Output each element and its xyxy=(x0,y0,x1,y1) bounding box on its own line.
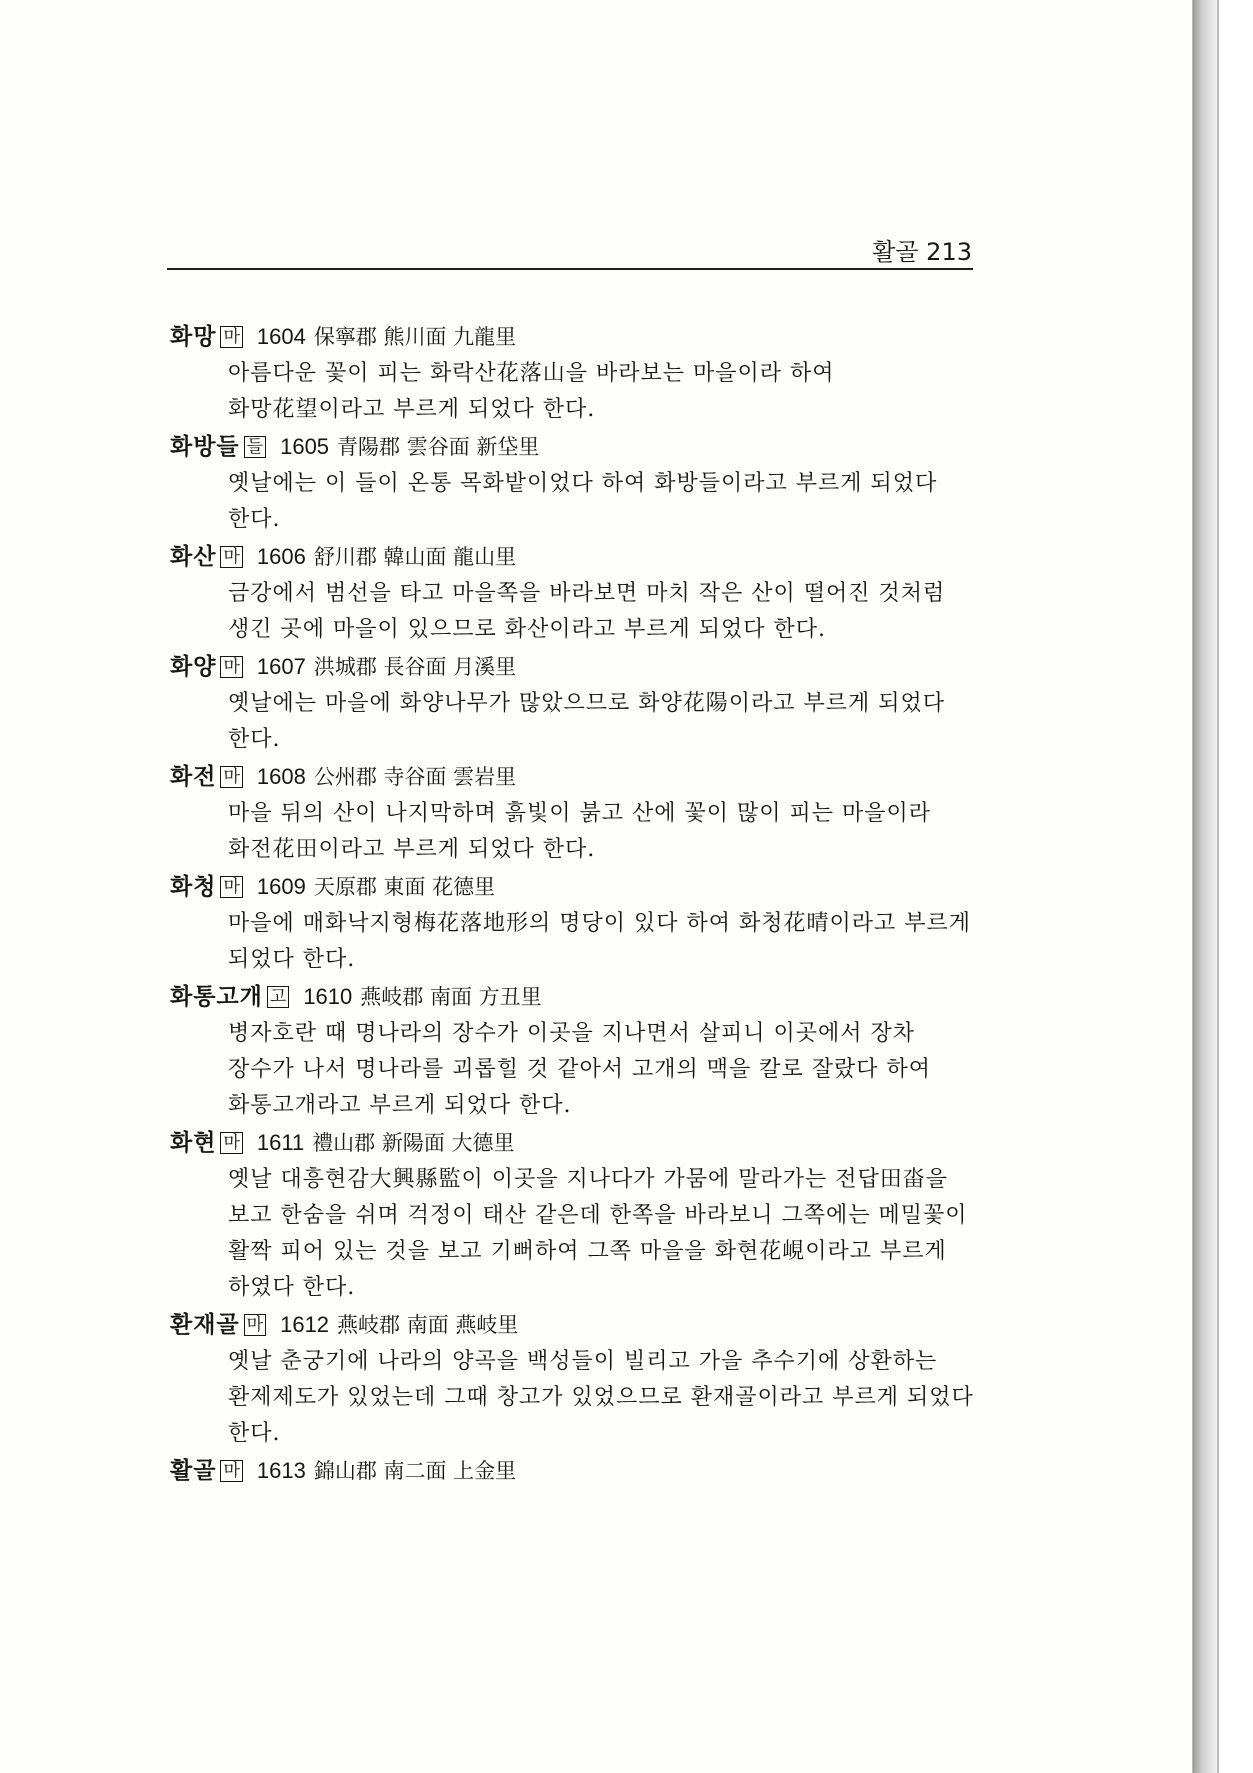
entry-description: 병자호란 때 명나라의 장수가 이곳을 지나면서 살피니 이곳에서 장차 장수가 나서 명나라를 괴롭힐 것 같아서 고개의 맥을 칼로 잘랐다 하여 화통고개라고 부르게 되었다 한다. xyxy=(228,1021,931,1118)
entry-number: 1608 xyxy=(256,764,306,789)
entry-description: 옛날에는 마을에 화양나무가 많았으므로 화양花陽이라고 부르게 되었다 한다. xyxy=(228,691,946,752)
entry-number: 1607 xyxy=(256,654,306,679)
entry-type-mark: 마 xyxy=(220,326,242,348)
entry-type-mark: 마 xyxy=(244,1314,266,1336)
entry-heading xyxy=(170,758,990,796)
entry-1608 xyxy=(170,758,990,868)
entry-description: 아름다운 꽃이 피는 화락산花落山을 바라보는 마을이라 하여 화망花望이라고 부르게 되었다 한다. xyxy=(228,361,835,422)
entry-location: 燕岐郡 南面 方丑里 xyxy=(360,985,542,1009)
entry-type-mark: 마 xyxy=(220,656,242,678)
entry-location: 洪城郡 長谷面 月溪里 xyxy=(313,655,517,679)
page-edge-line xyxy=(1217,0,1219,1773)
entry-type-mark: 마 xyxy=(220,546,242,568)
entry-heading xyxy=(170,318,990,356)
header-rule xyxy=(167,268,973,270)
entry-location: 天原郡 東面 花德里 xyxy=(313,875,496,899)
entry-number: 1611 xyxy=(256,1130,305,1155)
entry-1613 xyxy=(170,1452,990,1490)
gazetteer-entries xyxy=(170,318,990,1490)
entry-description: 마을 뒤의 산이 나지막하며 흙빛이 붉고 산에 꽃이 많이 피는 마을이라 화전花田이라고 부르게 되었다 한다. xyxy=(228,801,931,862)
entry-1605 xyxy=(170,428,990,538)
entry-number: 1604 xyxy=(256,324,306,349)
entry-description: 금강에서 범선을 타고 마을쪽을 바라보면 마치 작은 산이 떨어진 것처럼 생긴 곳에 마을이 있으므로 화산이라고 부르게 되었다 한다. xyxy=(228,581,946,642)
entry-1610 xyxy=(170,978,990,1124)
entry-type-mark: 마 xyxy=(220,1460,242,1482)
entry-1609 xyxy=(170,868,990,978)
entry-name: 화방들 xyxy=(170,434,240,460)
entry-name: 화현 xyxy=(170,1130,217,1156)
entry-description: 옛날 춘궁기에 나라의 양곡을 백성들이 빌리고 가을 추수기에 상환하는 환제제도가 있었는데 그때 창고가 있었으므로 환재골이라고 부르게 되었다 한다. xyxy=(228,1349,974,1446)
entry-heading xyxy=(170,868,990,906)
running-head: 활골 213 xyxy=(872,238,972,266)
entry-type-mark: 마 xyxy=(220,766,242,788)
entry-location: 保寧郡 熊川面 九龍里 xyxy=(313,325,517,349)
entry-type-mark: 들 xyxy=(244,436,266,458)
entry-description: 옛날 대흥현감大興縣監이 이곳을 지나다가 가뭄에 말라가는 전답田畓을 보고 한숨을 쉬며 걱정이 태산 같은데 한쪽을 바라보니 그쪽에는 메밀꽃이 활짝 피어 있는 것을 보고 기뻐하여 그쪽 마을을 화현花峴이라고 부르게 하였다 한다. xyxy=(228,1167,968,1300)
entry-heading xyxy=(170,978,990,1016)
entry-location: 燕岐郡 南面 燕岐里 xyxy=(337,1313,519,1337)
entry-heading xyxy=(170,1306,990,1344)
entry-name: 화청 xyxy=(170,874,217,900)
entry-number: 1613 xyxy=(256,1458,306,1483)
entry-description: 마을에 매화낙지형梅花落地形의 명당이 있다 하여 화청花晴이라고 부르게 되었다 한다. xyxy=(228,911,972,972)
entry-location: 青陽郡 雲谷面 新垈里 xyxy=(337,435,540,459)
entry-number: 1609 xyxy=(256,874,306,899)
entry-1606 xyxy=(170,538,990,648)
entry-location: 公州郡 寺谷面 雲岩里 xyxy=(313,765,517,789)
entry-name: 화산 xyxy=(170,544,217,570)
entry-heading xyxy=(170,648,990,686)
entry-name: 활골 xyxy=(170,1458,217,1484)
entry-number: 1610 xyxy=(303,984,353,1009)
entry-1607 xyxy=(170,648,990,758)
entry-location: 舒川郡 韓山面 龍山里 xyxy=(313,545,517,569)
entry-1612 xyxy=(170,1306,990,1452)
entry-type-mark: 고 xyxy=(267,986,289,1008)
entry-location: 錦山郡 南二面 上金里 xyxy=(313,1459,517,1483)
entry-number: 1605 xyxy=(280,434,330,459)
entry-number: 1606 xyxy=(256,544,306,569)
entry-type-mark: 마 xyxy=(220,1132,242,1154)
entry-name: 화양 xyxy=(170,654,217,680)
entry-heading xyxy=(170,1124,990,1162)
entry-number: 1612 xyxy=(280,1312,330,1337)
entry-name: 화망 xyxy=(170,324,217,350)
entry-name: 화전 xyxy=(170,764,217,790)
entry-name: 화통고개 xyxy=(170,984,263,1010)
entry-heading xyxy=(170,538,990,576)
entry-heading xyxy=(170,1452,990,1490)
entry-type-mark: 마 xyxy=(220,876,242,898)
entry-heading xyxy=(170,428,990,466)
entry-name: 환재골 xyxy=(170,1312,240,1338)
entry-location: 禮山郡 新陽面 大德里 xyxy=(312,1131,515,1155)
entry-1604 xyxy=(170,318,990,428)
entry-description: 옛날에는 이 들이 온통 목화밭이었다 하여 화방들이라고 부르게 되었다 한다. xyxy=(228,471,938,532)
page-edge-shadow xyxy=(1193,0,1217,1773)
entry-1611 xyxy=(170,1124,990,1306)
